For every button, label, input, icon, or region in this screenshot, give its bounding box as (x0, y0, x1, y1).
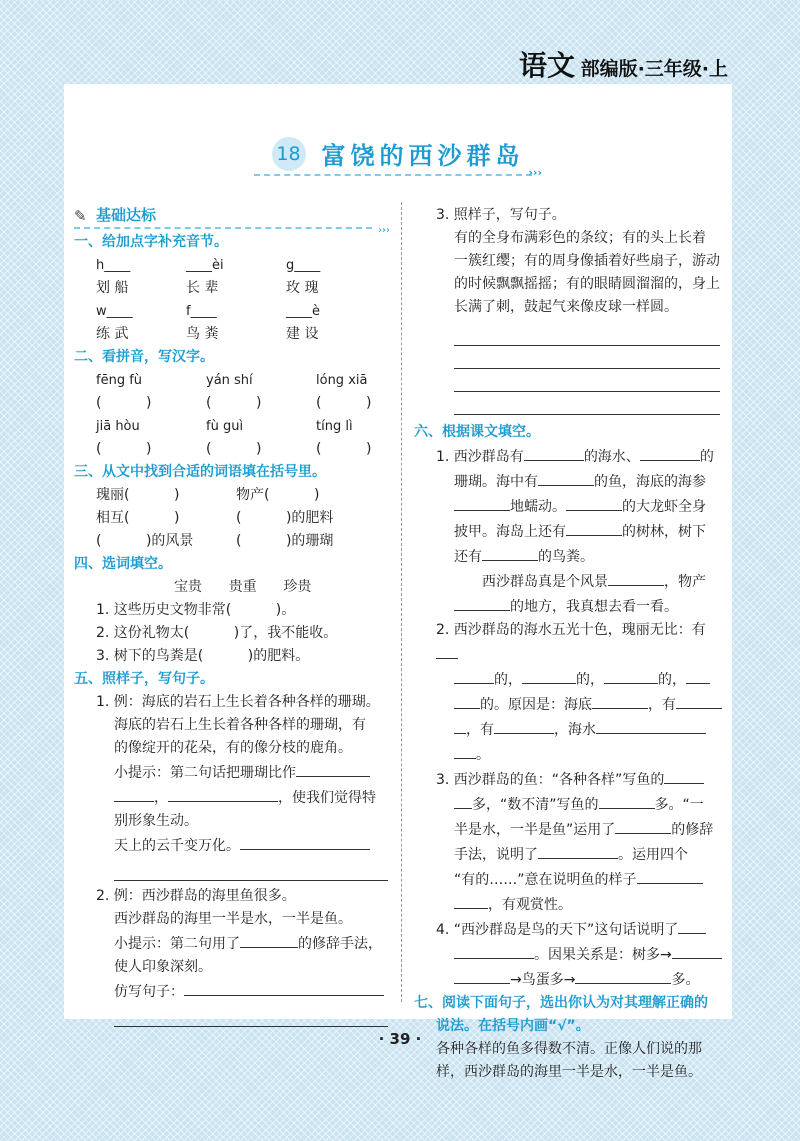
text-line: 一簇红缨；有的周身像插着好些扇子，游动 (454, 253, 720, 269)
answer-blank[interactable] (454, 967, 510, 984)
sec6-q3: 3. 西沙群岛的鱼：“各种各样”写鱼的 多，“数不清”写鱼的 多。“一 半是水，一半是鱼”运用了 的修辞 手法，说明了 。运用四个 “有的……”意在说明鱼的样子 ，有观赏性。 (414, 767, 726, 917)
fill-item[interactable]: ( )的珊瑚 (236, 533, 334, 549)
sec1-words-row-2 (74, 323, 392, 346)
chevrons-icon: ››› (378, 225, 390, 236)
pinyin: fēng fù (96, 373, 143, 388)
answer-line[interactable] (454, 392, 720, 415)
answer-blank[interactable] (296, 760, 370, 777)
answer-blank[interactable] (114, 785, 154, 802)
lesson-title-text: 富饶的西沙群岛 (321, 142, 525, 170)
section-4-title: 四、选词填空。 (74, 556, 172, 572)
section-2-title: 二、看拼音，写汉字。 (74, 349, 214, 365)
hint-text: 小提示：第二句话把珊瑚比作 (114, 765, 296, 781)
text-line: 各种各样的鱼多得数不清。正像人们说的那 (436, 1041, 702, 1057)
pencil-icon: ✎ (74, 207, 87, 225)
answer-paren[interactable]: ( ) (96, 395, 152, 411)
pinyin-blank[interactable]: f____ (186, 304, 217, 319)
sec5-q2-hint-3: 使人印象深刻。 (114, 959, 212, 975)
sec4-q1[interactable]: 1. 这些历史文物非常( )。 (96, 602, 296, 618)
left-column (74, 204, 392, 1027)
answer-paren[interactable]: ( ) (206, 441, 262, 457)
answer-blank[interactable] (454, 792, 472, 809)
answer-blank[interactable] (454, 892, 488, 909)
answer-blank[interactable] (454, 742, 476, 759)
sec1-pinyin-row-2 (74, 300, 392, 323)
sec5-q1-example-2: 海底的岩石上生长着各种各样的珊瑚，有 (114, 717, 366, 733)
sec5-q2-hint (74, 931, 392, 956)
answer-blank[interactable] (522, 667, 576, 684)
answer-blank[interactable] (664, 767, 704, 784)
answer-blank[interactable] (524, 444, 584, 461)
sec4-q2[interactable]: 2. 这份礼物太( )了，我不能收。 (96, 625, 338, 641)
answer-blank[interactable] (436, 642, 458, 659)
answer-blank[interactable] (454, 494, 510, 511)
answer-blank[interactable] (637, 867, 703, 884)
answer-blank[interactable] (454, 667, 494, 684)
writing-lines (414, 323, 726, 415)
answer-blank[interactable] (240, 833, 370, 850)
pinyin: jiā hòu (96, 419, 140, 434)
answer-paren[interactable]: ( ) (206, 395, 262, 411)
sec5-q1-task (74, 833, 392, 858)
answer-blank[interactable] (592, 692, 648, 709)
sec5-q2-example-2: 西沙群岛的海里一半是水，一半是鱼。 (114, 911, 352, 927)
word-choice: 贵重 (228, 579, 257, 595)
hint-text: 小提示：第二句用了 (114, 936, 240, 952)
sec5-q1-hint (74, 760, 392, 785)
text-line: 长满了刺，鼓起气来像皮球一样圆。 (454, 299, 678, 315)
pinyin-blank[interactable]: h____ (96, 258, 131, 273)
answer-blank[interactable] (599, 792, 655, 809)
section-7-title-line-1: 七、阅读下面句子，选出你认为对其理解正确的 (414, 995, 708, 1011)
answer-blank[interactable] (454, 942, 534, 959)
pinyin-blank[interactable]: ____è (286, 304, 320, 319)
answer-paren[interactable]: ( ) (316, 395, 372, 411)
answer-blank[interactable] (678, 917, 706, 934)
task-text: 天上的云千变万化。 (114, 838, 240, 854)
sec5-q3-title: 3. 照样子，写句子。 (436, 207, 566, 223)
answer-paren[interactable]: ( ) (316, 441, 372, 457)
answer-blank[interactable] (538, 842, 618, 859)
answer-blank[interactable] (454, 717, 466, 734)
answer-blank[interactable] (604, 667, 658, 684)
sec2-answer-row-2 (74, 438, 392, 461)
right-column (414, 204, 726, 1084)
pinyin: tíng lì (316, 419, 353, 434)
answer-blank[interactable] (168, 785, 278, 802)
lesson-number: 18 (272, 137, 306, 171)
page-header (519, 44, 728, 84)
sec5-q3-text (414, 227, 726, 319)
answer-blank[interactable] (608, 569, 664, 586)
hint-text: 的修辞手法， (298, 936, 382, 952)
fill-item[interactable]: 物产( ) (236, 487, 320, 503)
answer-blank[interactable] (482, 544, 538, 561)
chevrons-icon: ››› (528, 166, 542, 179)
sec5-q2-example: 2. 例：西沙群岛的海里鱼很多。 (96, 888, 296, 904)
title-divider (254, 174, 532, 176)
answer-blank[interactable] (566, 519, 622, 536)
word: 建 设 (286, 326, 319, 342)
sec6-q2: 2. 西沙群岛的海水五光十色，瑰丽无比：有 的， 的， 的， 的。原因是：海底 ，有 ，有 ，海水 。 (414, 619, 726, 767)
answer-line[interactable] (114, 1004, 388, 1027)
basic-label-text: 基础达标 (96, 206, 157, 224)
answer-paren[interactable]: ( ) (96, 441, 152, 457)
column-divider (401, 202, 402, 1002)
sec2-pinyin-row-2 (74, 415, 392, 438)
word-choices (74, 576, 392, 599)
answer-blank[interactable] (596, 717, 706, 734)
answer-blank[interactable] (676, 692, 722, 709)
answer-blank[interactable] (184, 979, 384, 996)
sec3-row-1 (74, 484, 392, 507)
pinyin-blank[interactable]: g____ (286, 258, 321, 273)
answer-blank[interactable] (615, 817, 671, 834)
word: 长 辈 (186, 280, 219, 296)
sec5-q1-example: 1. 例：海底的岩石上生长着各种各样的珊瑚。 (96, 694, 380, 710)
answer-line[interactable] (454, 346, 720, 369)
fill-item[interactable]: 相互( ) (96, 510, 180, 526)
page-number: · 39 · (378, 1030, 422, 1048)
answer-line[interactable] (454, 369, 720, 392)
pinyin: yán shí (206, 373, 253, 388)
word: 鸟 粪 (186, 326, 219, 342)
word-choice: 宝贵 (174, 579, 202, 595)
answer-line[interactable] (454, 323, 720, 346)
sec5-q2-task (74, 979, 392, 1004)
sec3-row-3 (74, 530, 392, 553)
section-3-title: 三、从文中找到合适的词语填在括号里。 (74, 464, 326, 480)
word: 练 武 (96, 326, 129, 342)
section-7-title-line-2: 说法。在括号内画“√”。 (436, 1018, 590, 1034)
text-line: 的时候飘飘摇摇；有的眼睛圆溜溜的，身上 (454, 276, 720, 292)
text-line: 有的全身布满彩色的条纹；有的头上长着 (454, 230, 706, 246)
task-text: 仿写句子： (114, 984, 184, 1000)
pinyin: lóng xiā (316, 373, 368, 388)
fill-item[interactable]: ( )的风景 (96, 533, 194, 549)
answer-blank[interactable] (575, 967, 671, 984)
answer-blank[interactable] (454, 692, 480, 709)
lesson-title (64, 136, 732, 171)
sec5-q1-hint-2: ， ，使我们觉得特 (74, 785, 392, 810)
header-subject: 语文 (518, 49, 575, 82)
text-line: 样，西沙群岛的海里一半是水，一半是鱼。 (436, 1064, 702, 1080)
answer-blank[interactable] (640, 444, 700, 461)
sec4-q3[interactable]: 3. 树下的鸟粪是( )的肥料。 (96, 648, 310, 664)
section-1-title: 一、给加点字补充音节。 (74, 234, 228, 250)
sec3-row-2 (74, 507, 392, 530)
header-edition: 部编版·三年级·上 (580, 58, 728, 80)
sec5-q1-example-3: 的像绽开的花朵，有的像分枝的鹿角。 (114, 740, 352, 756)
sec6-q4: 4. “西沙群岛是鸟的天下”这句话说明了 。因果关系是：树多→ →鸟蛋多→ 多。 (414, 917, 726, 992)
answer-blank[interactable] (494, 717, 554, 734)
word: 划 船 (96, 280, 129, 296)
sec6-q1: 1. 西沙群岛有 的海水、 的 珊瑚。海中有 的鱼，海底的海参 地蠕动。 的大龙虾全身 披甲。海岛上还有 的树林，树下 还有 的鸟粪。 西沙群岛真是个风景 ，物产 的地方，我真想去看一看。 (414, 444, 726, 619)
section-5-title: 五、照样子，写句子。 (74, 671, 214, 687)
sec5-q1-hint-3: 别形象生动。 (114, 813, 198, 829)
pinyin-blank[interactable]: ____èi (186, 258, 224, 273)
answer-blank[interactable] (566, 494, 622, 511)
answer-line[interactable] (114, 858, 388, 881)
sec1-words-row-1 (74, 277, 392, 300)
basic-section-label (74, 204, 392, 227)
hint-text: ，使我们觉得特 (278, 790, 376, 806)
answer-blank[interactable] (672, 942, 722, 959)
sec1-pinyin-row-1 (74, 254, 392, 277)
pinyin-blank[interactable]: w____ (96, 304, 133, 319)
basic-divider (74, 225, 390, 236)
sec2-pinyin-row-1 (74, 369, 392, 392)
answer-blank[interactable] (538, 469, 594, 486)
answer-blank[interactable] (240, 931, 298, 948)
fill-item[interactable]: 瑰丽( ) (96, 487, 180, 503)
pinyin: fù guì (206, 419, 244, 434)
fill-item[interactable]: ( )的肥料 (236, 510, 334, 526)
sec2-answer-row-1 (74, 392, 392, 415)
section-6-title: 六、根据课文填空。 (414, 424, 540, 440)
word-choice: 珍贵 (283, 579, 312, 595)
answer-blank[interactable] (686, 667, 710, 684)
answer-blank[interactable] (454, 594, 510, 611)
word: 玫 瑰 (286, 280, 319, 296)
